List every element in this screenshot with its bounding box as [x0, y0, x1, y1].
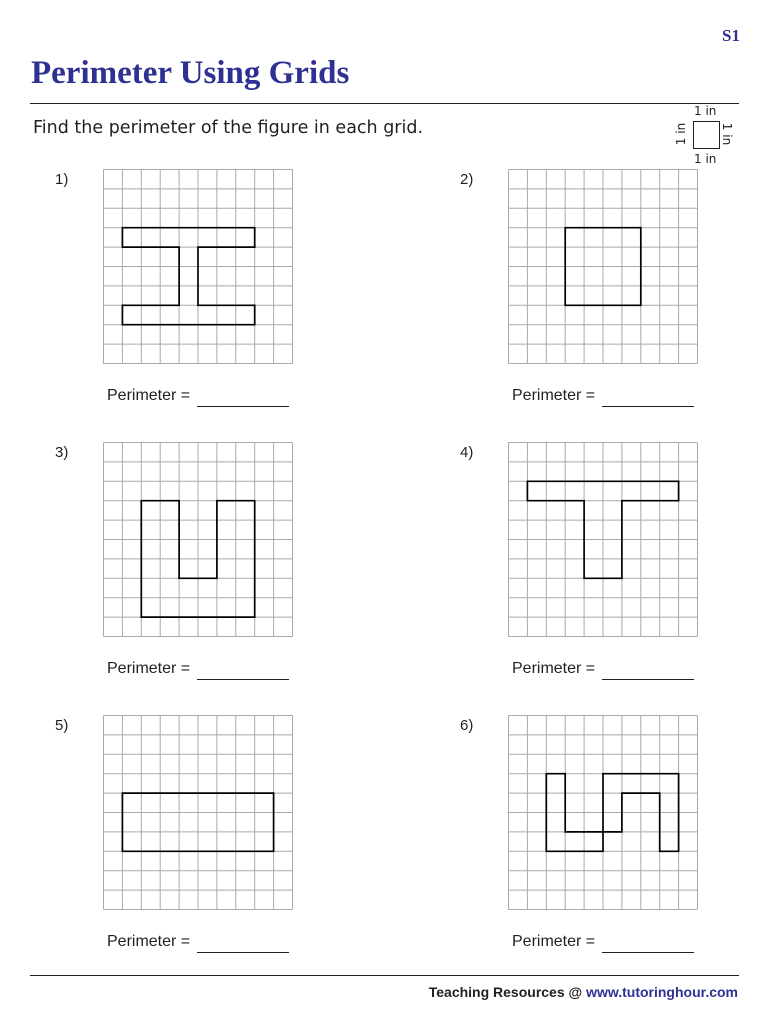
perimeter-label: Perimeter = [512, 660, 596, 677]
answer-blank[interactable] [197, 952, 289, 953]
perimeter-label: Perimeter = [512, 387, 596, 404]
problem-number: 6) [460, 717, 474, 734]
set-code: S1 [722, 26, 740, 45]
answer-blank[interactable] [197, 406, 289, 407]
answer-blank[interactable] [602, 679, 694, 680]
footer-credit [429, 984, 738, 1000]
page-title: Perimeter Using Grids [31, 55, 350, 91]
perimeter-label: Perimeter = [512, 933, 596, 950]
unit-label-top: 1 in [694, 104, 717, 118]
grid-figure-6 [508, 715, 699, 911]
footer-divider [30, 975, 739, 976]
unit-label-right: 1 in [720, 122, 735, 146]
problem-number: 3) [55, 444, 69, 461]
problem-number: 4) [460, 444, 474, 461]
header-divider [30, 103, 739, 104]
answer-blank[interactable] [197, 679, 289, 680]
perimeter-label: Perimeter = [107, 933, 191, 950]
problem-number: 2) [460, 171, 474, 188]
unit-label-bottom: 1 in [694, 152, 717, 166]
grid-figure-3 [103, 442, 294, 638]
grid-figure-4 [508, 442, 699, 638]
figure-outline [122, 228, 254, 325]
grid-figure-5 [103, 715, 294, 911]
instruction-text: Find the perimeter of the figure in each grid. [33, 118, 424, 138]
answer-blank[interactable] [602, 952, 694, 953]
perimeter-label: Perimeter = [107, 387, 191, 404]
unit-label-left: 1 in [674, 122, 689, 146]
perimeter-label: Perimeter = [107, 660, 191, 677]
problem-number: 1) [55, 171, 69, 188]
grid-figure-1 [103, 169, 294, 365]
unit-square [693, 121, 720, 149]
problem-number: 5) [55, 717, 69, 734]
footer-prefix: Teaching Resources @ [428, 984, 587, 1000]
answer-blank[interactable] [602, 406, 694, 407]
footer-site-link[interactable]: www.tutoringhour.com [586, 984, 738, 1000]
grid-figure-2 [508, 169, 699, 365]
